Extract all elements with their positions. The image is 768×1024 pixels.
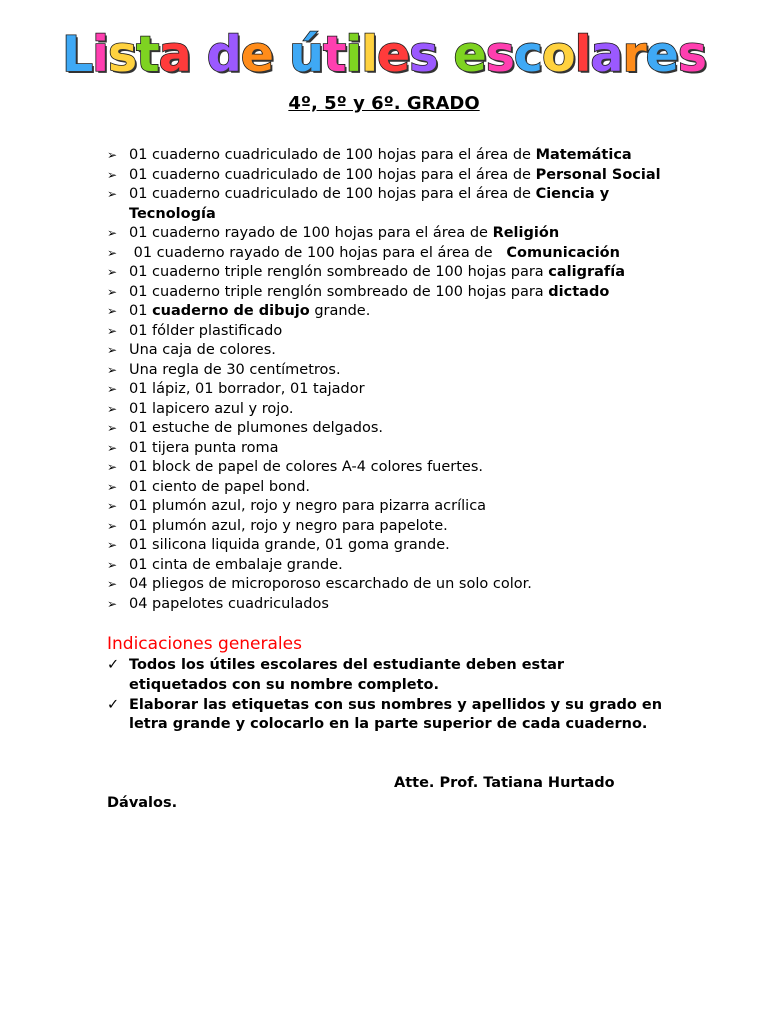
title-letter: ú: [289, 26, 323, 83]
arrow-bullet-icon: ➢: [107, 148, 118, 162]
list-item: [107, 458, 667, 478]
item-text: 04 pliegos de microporoso escarchado de un solo color.: [129, 576, 532, 592]
arrow-bullet-icon: ➢: [107, 557, 118, 572]
title-letter: r: [622, 26, 646, 83]
indications-list: [107, 656, 667, 735]
list-item: [107, 419, 667, 439]
arrow-bullet-icon: ➢: [107, 323, 118, 338]
title-letter: [437, 26, 453, 83]
page-title: [61, 26, 707, 83]
title-letter: [273, 26, 289, 83]
item-text: 01 silicona liquida grande, 01 goma grande.: [129, 537, 450, 553]
list-item: [107, 166, 667, 186]
list-item: [107, 575, 667, 595]
title-letter: s: [107, 26, 137, 83]
item-text: 04 papelotes cuadriculados: [129, 595, 329, 612]
indication-item: [107, 656, 667, 696]
item-text: 01 cinta de embalaje grande.: [129, 556, 343, 573]
arrow-bullet-icon: ➢: [107, 479, 118, 494]
arrow-bullet-icon: ➢: [107, 265, 118, 279]
signature: Atte. Prof. Tatiana Hurtado Dávalos.: [107, 775, 615, 811]
title-letter: c: [513, 26, 542, 83]
title-letter: o: [541, 26, 575, 83]
arrow-bullet-icon: ➢: [107, 577, 118, 591]
item-subject: caligrafía: [548, 264, 625, 280]
indication-item: [107, 696, 667, 736]
item-text: 01 plumón azul, rojo y negro para papelote.: [129, 517, 448, 534]
title-letter: d: [206, 26, 241, 83]
list-item: [107, 322, 667, 342]
arrow-bullet-icon: ➢: [107, 343, 118, 357]
title-letter: e: [240, 26, 274, 83]
title-letter: e: [453, 26, 486, 83]
title-letter: t: [136, 26, 159, 83]
item-text: 01 cuaderno cuadriculado de 100 hojas para el área de: [129, 166, 536, 183]
item-text: 01 cuaderno triple renglón sombreado de 100 hojas para: [129, 264, 549, 280]
indication-text: Todos los útiles escolares del estudiante deben estar etiquetados con su nombre completo.: [129, 657, 565, 693]
item-text: 01 tijera punta roma: [129, 439, 279, 456]
title-letter: e: [377, 26, 410, 83]
item-text: 01 lápiz, 01 borrador, 01 tajador: [129, 381, 365, 397]
list-item: [107, 400, 667, 420]
arrow-bullet-icon: ➢: [107, 460, 118, 474]
title-letter: i: [345, 26, 362, 83]
title-letter: a: [590, 26, 623, 83]
item-subject: cuaderno de dibujo: [152, 303, 310, 319]
title-letter: a: [158, 26, 191, 83]
item-text: 01 block de papel de colores A-4 colores fuertes.: [129, 459, 484, 475]
item-text: 01 cuaderno rayado de 100 hojas para el área de: [129, 225, 493, 241]
list-item: [107, 244, 667, 264]
indications-heading: Indicaciones generales: [107, 634, 302, 654]
item-subject: Religión: [492, 225, 560, 241]
item-text: 01 cuaderno cuadriculado de 100 hojas para el área de: [129, 186, 536, 202]
item-text: 01: [129, 303, 153, 319]
item-text: 01 cuaderno triple renglón sombreado de 100 hojas para: [129, 283, 549, 300]
list-item: [107, 185, 667, 224]
title-letter: i: [92, 26, 108, 83]
list-item: [107, 380, 667, 400]
arrow-bullet-icon: ➢: [107, 245, 118, 260]
arrow-bullet-icon: ➢: [107, 518, 118, 533]
item-subject: Ciencia y Tecnología: [129, 186, 610, 222]
list-item: [107, 556, 667, 576]
item-text: 01 fólder plastificado: [129, 322, 283, 339]
title-letter: l: [361, 26, 378, 83]
arrow-bullet-icon: ➢: [107, 304, 118, 318]
item-subject: dictado: [548, 283, 610, 300]
indication-text: Elaborar las etiquetas con sus nombres y apellidos y su grado en letra grande y colocarlo en la parte superior de cada cuaderno.: [129, 696, 663, 733]
list-item: [107, 595, 667, 615]
title-letter: l: [574, 26, 591, 83]
title-letter: L: [61, 26, 93, 83]
item-subject: Comunicación: [506, 244, 620, 261]
item-text: 01 ciento de papel bond.: [129, 478, 311, 495]
list-item: [107, 439, 667, 459]
item-text: Una caja de colores.: [129, 342, 276, 358]
item-subject: Personal Social: [535, 166, 661, 183]
list-item: [107, 341, 667, 361]
list-item: [107, 224, 667, 244]
list-item: [107, 497, 667, 517]
list-item: [107, 263, 667, 283]
arrow-bullet-icon: ➢: [107, 596, 118, 611]
list-item: [107, 536, 667, 556]
arrow-bullet-icon: ➢: [107, 401, 118, 416]
item-text-after: grande.: [309, 303, 371, 319]
item-text: 01 estuche de plumones delgados.: [129, 420, 384, 436]
check-icon: ✓: [107, 657, 120, 673]
arrow-bullet-icon: ➢: [107, 499, 118, 513]
item-text: 01 cuaderno cuadriculado de 100 hojas para el área de: [129, 147, 536, 163]
title-letter: e: [645, 26, 678, 83]
item-text: 01 lapicero azul y rojo.: [129, 400, 294, 417]
grade-heading: 4º, 5º y 6º. GRADO: [288, 93, 480, 114]
item-text: 01 plumón azul, rojo y negro para pizarra acrílica: [129, 498, 487, 514]
item-text: Una regla de 30 centímetros.: [129, 361, 341, 378]
list-item: [107, 517, 667, 537]
title-letter: t: [322, 26, 346, 83]
title-letter: s: [677, 26, 707, 83]
arrow-bullet-icon: ➢: [107, 226, 118, 240]
item-subject: Matemática: [535, 147, 632, 163]
arrow-bullet-icon: ➢: [107, 421, 118, 435]
list-item: [107, 478, 667, 498]
item-text: 01 cuaderno rayado de 100 hojas para el área de: [129, 244, 507, 261]
arrow-bullet-icon: ➢: [107, 440, 118, 455]
title-banner: [0, 26, 768, 83]
arrow-bullet-icon: ➢: [107, 362, 118, 377]
list-item: [107, 283, 667, 303]
title-letter: [191, 26, 207, 83]
arrow-bullet-icon: ➢: [107, 167, 118, 182]
list-item: [107, 361, 667, 381]
arrow-bullet-icon: ➢: [107, 382, 118, 396]
arrow-bullet-icon: ➢: [107, 538, 118, 552]
arrow-bullet-icon: ➢: [107, 187, 118, 201]
arrow-bullet-icon: ➢: [107, 284, 118, 299]
check-icon: ✓: [107, 696, 120, 713]
supply-list: [107, 146, 667, 614]
list-item: [107, 302, 667, 322]
list-item: [107, 146, 667, 166]
title-letter: s: [485, 26, 514, 83]
title-letter: s: [409, 26, 438, 83]
